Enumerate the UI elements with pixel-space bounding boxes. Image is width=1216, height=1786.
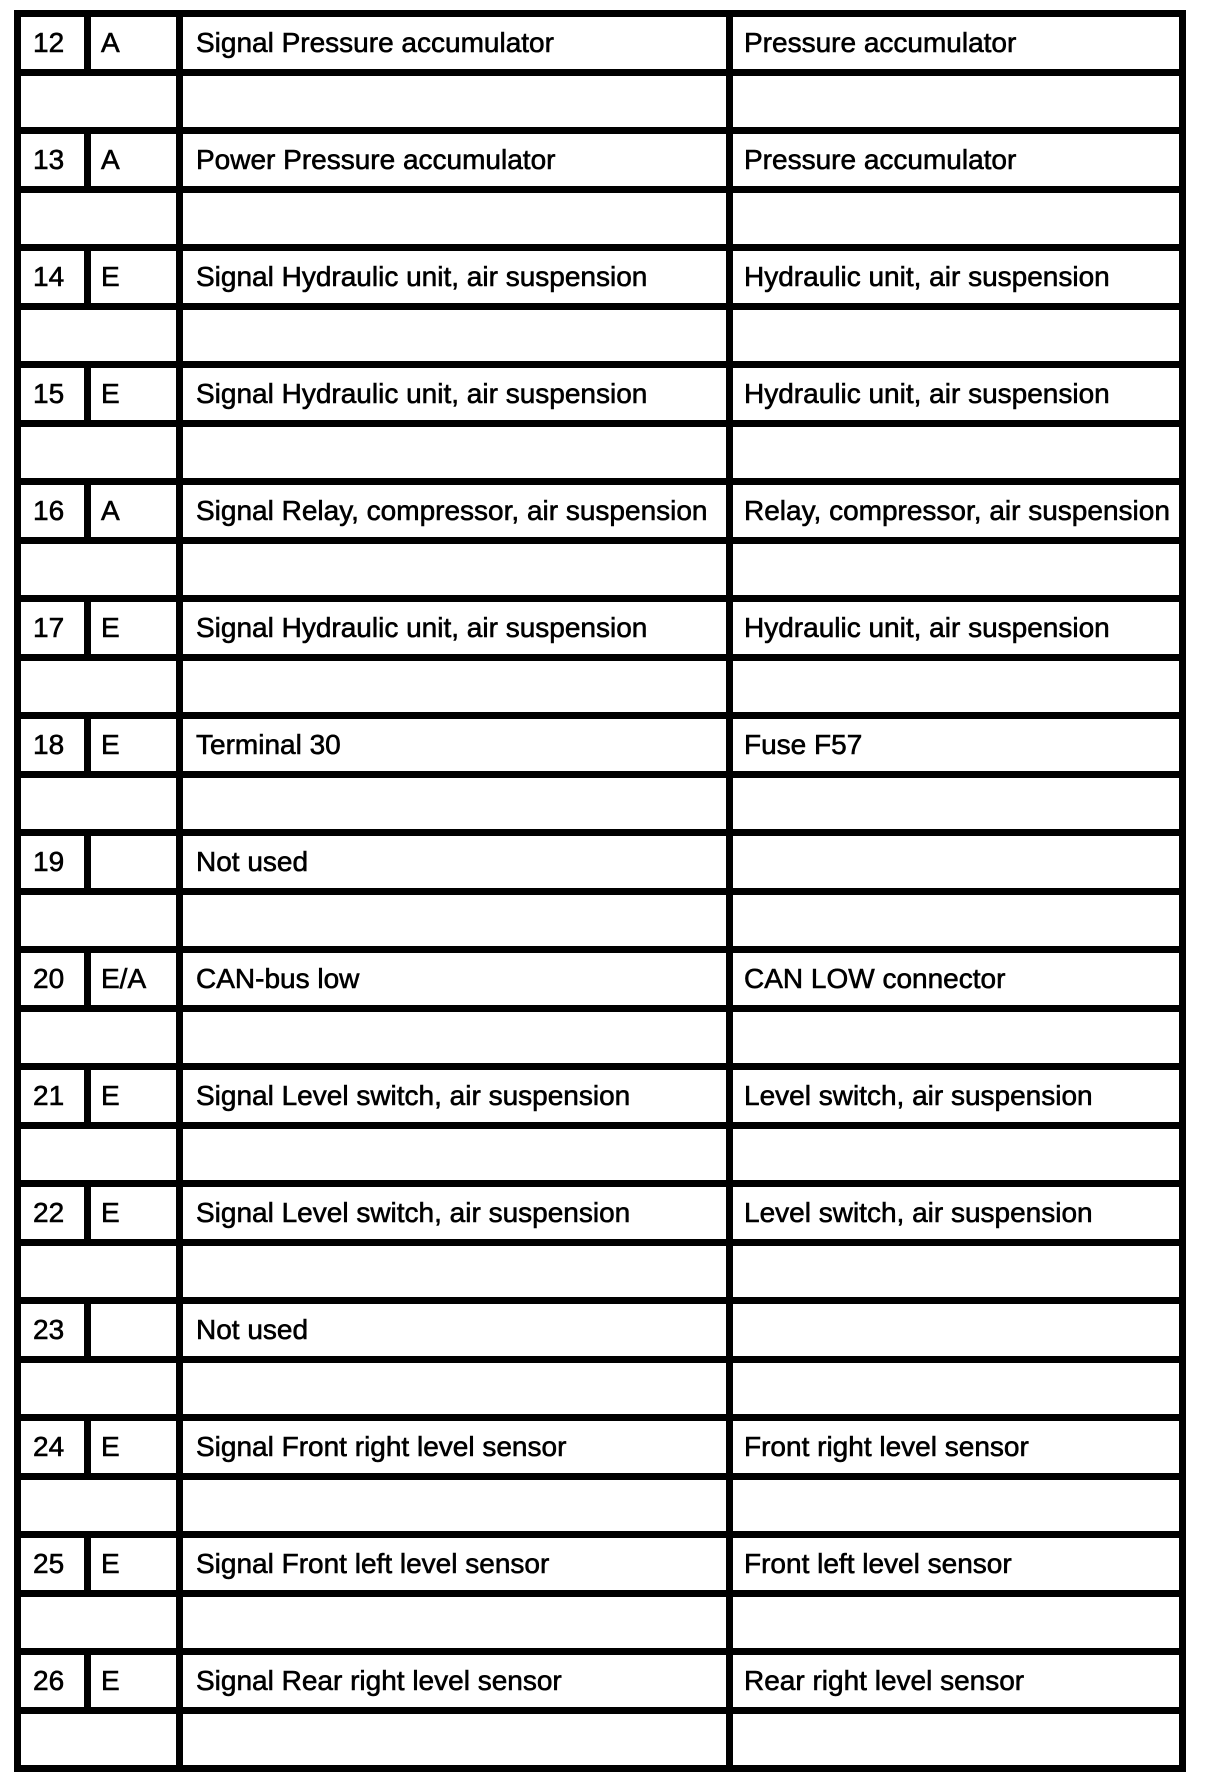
type-cell: E [91,1421,183,1480]
type-cell: A [91,17,183,76]
signal-cell: CAN-bus low [183,953,733,1012]
component-cell: Pressure accumulator [733,134,1186,193]
signal-cell: Signal Hydraulic unit, air suspension [183,602,733,661]
spacer-cell-mid [183,1129,733,1188]
type-cell: E [91,719,183,778]
component-cell: Front left level sensor [733,1538,1186,1597]
spacer-cell-right [733,1363,1186,1422]
component-cell: CAN LOW connector [733,953,1186,1012]
signal-cell: Power Pressure accumulator [183,134,733,193]
signal-cell: Signal Pressure accumulator [183,17,733,76]
spacer-cell-right [733,661,1186,720]
type-cell: E [91,1538,183,1597]
signal-cell: Signal Rear right level sensor [183,1655,733,1714]
spacer-cell-mid [183,895,733,954]
pin-cell: 16 [21,485,91,544]
spacer-cell-left [21,1714,183,1773]
spacer-cell-mid [183,193,733,252]
type-cell: E [91,1187,183,1246]
type-cell: E [91,251,183,310]
component-cell [733,1304,1186,1363]
pinout-table [14,10,1186,1772]
spacer-cell-mid [183,310,733,369]
pin-cell: 26 [21,1655,91,1714]
spacer-cell-right [733,895,1186,954]
spacer-cell-right [733,544,1186,603]
spacer-cell-left [21,1129,183,1188]
component-cell: Pressure accumulator [733,17,1186,76]
spacer-cell-right [733,1246,1186,1305]
signal-cell: Signal Front right level sensor [183,1421,733,1480]
spacer-cell-left [21,1246,183,1305]
spacer-cell-left [21,310,183,369]
pin-cell: 23 [21,1304,91,1363]
pin-cell: 24 [21,1421,91,1480]
spacer-cell-right [733,778,1186,837]
spacer-cell-left [21,895,183,954]
spacer-cell-right [733,193,1186,252]
spacer-cell-right [733,1129,1186,1188]
signal-cell: Terminal 30 [183,719,733,778]
component-cell [733,836,1186,895]
spacer-cell-right [733,76,1186,135]
signal-cell: Not used [183,1304,733,1363]
spacer-cell-right [733,1012,1186,1071]
component-cell: Hydraulic unit, air suspension [733,251,1186,310]
signal-cell: Signal Hydraulic unit, air suspension [183,251,733,310]
type-cell: E [91,1655,183,1714]
component-cell: Front right level sensor [733,1421,1186,1480]
signal-cell: Signal Hydraulic unit, air suspension [183,368,733,427]
signal-cell: Signal Level switch, air suspension [183,1070,733,1129]
spacer-cell-left [21,778,183,837]
component-cell: Level switch, air suspension [733,1187,1186,1246]
spacer-cell-mid [183,1597,733,1656]
spacer-cell-left [21,544,183,603]
spacer-cell-left [21,1480,183,1539]
signal-cell: Signal Front left level sensor [183,1538,733,1597]
spacer-cell-right [733,1714,1186,1773]
spacer-cell-mid [183,1363,733,1422]
spacer-cell-left [21,1012,183,1071]
pin-cell: 18 [21,719,91,778]
signal-cell: Not used [183,836,733,895]
type-cell: E [91,1070,183,1129]
spacer-cell-right [733,427,1186,486]
component-cell: Hydraulic unit, air suspension [733,368,1186,427]
spacer-cell-left [21,1597,183,1656]
component-cell: Level switch, air suspension [733,1070,1186,1129]
type-cell: A [91,485,183,544]
spacer-cell-right [733,1597,1186,1656]
spacer-cell-mid [183,1012,733,1071]
pin-cell: 12 [21,17,91,76]
spacer-cell-mid [183,544,733,603]
spacer-cell-left [21,1363,183,1422]
type-cell: E [91,602,183,661]
component-cell: Relay, compressor, air suspension [733,485,1186,544]
type-cell: E/A [91,953,183,1012]
spacer-cell-mid [183,76,733,135]
component-cell: Rear right level sensor [733,1655,1186,1714]
pin-cell: 14 [21,251,91,310]
pin-cell: 13 [21,134,91,193]
spacer-cell-mid [183,661,733,720]
type-cell [91,836,183,895]
pin-cell: 22 [21,1187,91,1246]
spacer-cell-left [21,427,183,486]
component-cell: Fuse F57 [733,719,1186,778]
spacer-cell-mid [183,427,733,486]
pin-cell: 15 [21,368,91,427]
spacer-cell-right [733,1480,1186,1539]
signal-cell: Signal Level switch, air suspension [183,1187,733,1246]
component-cell: Hydraulic unit, air suspension [733,602,1186,661]
pin-cell: 19 [21,836,91,895]
pin-cell: 17 [21,602,91,661]
spacer-cell-left [21,661,183,720]
pin-cell: 25 [21,1538,91,1597]
spacer-cell-right [733,310,1186,369]
spacer-cell-mid [183,778,733,837]
type-cell: A [91,134,183,193]
spacer-cell-mid [183,1714,733,1773]
type-cell: E [91,368,183,427]
spacer-cell-left [21,193,183,252]
spacer-cell-left [21,76,183,135]
signal-cell: Signal Relay, compressor, air suspension [183,485,733,544]
pin-cell: 20 [21,953,91,1012]
pin-cell: 21 [21,1070,91,1129]
spacer-cell-mid [183,1246,733,1305]
type-cell [91,1304,183,1363]
spacer-cell-mid [183,1480,733,1539]
